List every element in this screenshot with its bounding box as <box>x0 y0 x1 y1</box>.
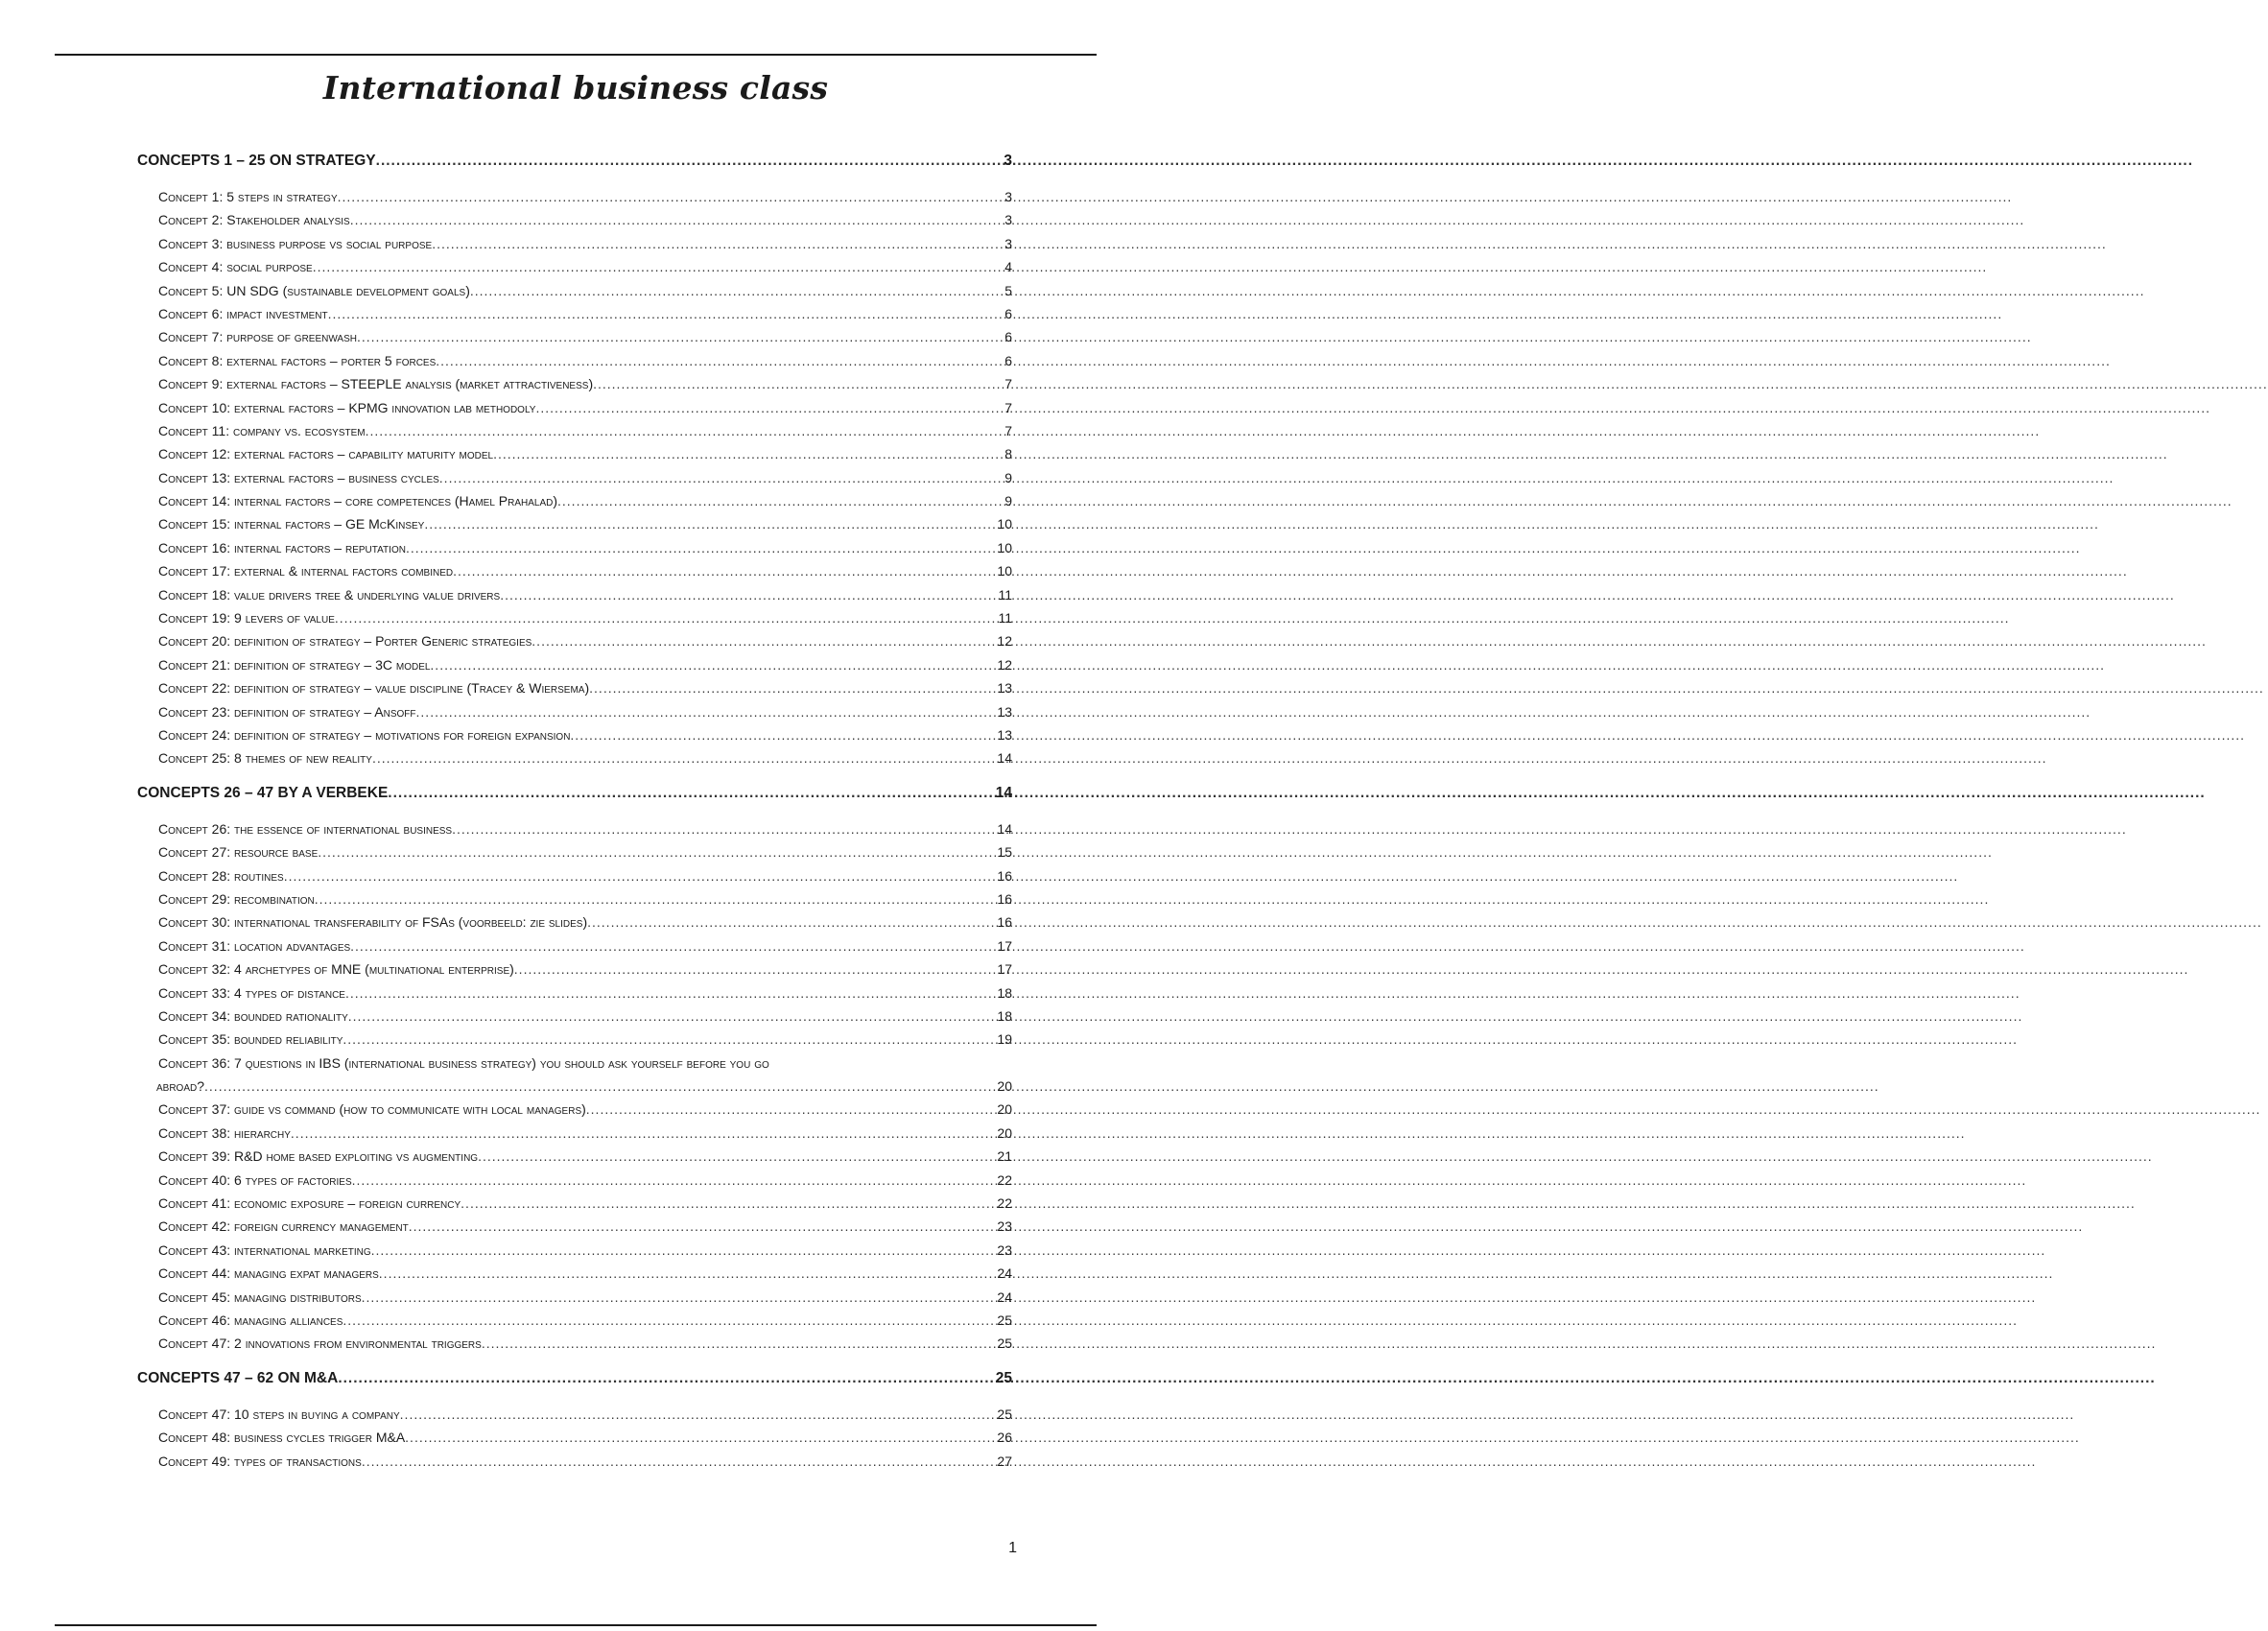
leader-dots <box>570 723 995 746</box>
toc-heading-label: CONCEPTS 47 – 62 ON M&A <box>137 1369 339 1386</box>
toc-entry-page: 7 <box>1004 422 1012 438</box>
toc-heading-page: 3 <box>1004 153 1012 169</box>
toc-entry[interactable] <box>158 723 1012 746</box>
leader-dots <box>436 349 1003 372</box>
toc-entry[interactable] <box>158 957 1012 981</box>
toc-entry-page: 25 <box>997 1312 1012 1328</box>
toc-entry-label: Concept 49: types of transactions <box>158 1453 362 1469</box>
toc-entry[interactable] <box>158 302 1012 325</box>
toc-entry[interactable] <box>158 1122 1012 1145</box>
leader-dots <box>376 150 1003 173</box>
leader-dots <box>535 396 1003 419</box>
toc-entry-page: 17 <box>997 937 1012 954</box>
toc-entry[interactable] <box>158 1005 1012 1028</box>
toc-entry-page: 23 <box>997 1218 1012 1235</box>
toc-entry[interactable] <box>158 1169 1012 1192</box>
toc-entry-label: Concept 42: foreign currency management <box>158 1218 409 1235</box>
leader-dots <box>362 1450 996 1473</box>
toc-entry-label: Concept 35: bounded reliability <box>158 1031 343 1048</box>
toc-entry[interactable] <box>158 1192 1012 1215</box>
toc-entry-page: 6 <box>1004 352 1012 368</box>
toc-entry-label: Concept 24: definition of strategy – motivations for foreign expansion <box>158 726 571 743</box>
toc-entry-label: Concept 12: external factors – capability maturity model <box>158 446 494 462</box>
leader-dots <box>493 442 1003 465</box>
toc-entry[interactable] <box>158 1028 1012 1051</box>
toc-entry-label: Concept 21: definition of strategy – 3C model <box>158 656 431 673</box>
toc-entry-page: 23 <box>997 1241 1012 1258</box>
leader-dots <box>478 1145 995 1168</box>
toc-entry[interactable] <box>158 1450 1012 1473</box>
leader-dots <box>313 255 1003 278</box>
toc-entry-label: Concept 15: internal factors – GE McKinsey <box>158 516 425 532</box>
toc-entry-page: 15 <box>997 844 1012 861</box>
toc-entry[interactable] <box>158 419 1012 442</box>
toc-entry-label: Concept 29: recombination <box>158 890 315 907</box>
leader-dots <box>348 1005 996 1028</box>
leader-dots <box>406 536 995 559</box>
toc-entry[interactable] <box>158 817 1012 840</box>
toc-entry-label: Concept 19: 9 levers of value <box>158 610 335 626</box>
leader-dots <box>514 957 996 981</box>
toc-entry-label: Concept 11: company vs. ecosystem <box>158 422 366 438</box>
toc-entry-label: Concept 8: external factors – porter 5 forces <box>158 352 437 368</box>
leader-dots <box>291 1122 996 1145</box>
toc-entry-label: Concept 20: definition of strategy – Porter Generic strategies <box>158 633 532 650</box>
toc-entry-label: Concept 32: 4 archetypes of MNE (multinational enterprise) <box>158 961 514 978</box>
toc-entry[interactable] <box>158 255 1012 278</box>
page-number: 1 <box>1008 1540 1017 1556</box>
toc-heading-label: CONCEPTS 26 – 47 BY A VERBEKE <box>137 784 389 801</box>
toc-entry-page: 21 <box>997 1148 1012 1165</box>
toc-entry-page: 6 <box>1004 305 1012 321</box>
toc-entry-page: 14 <box>997 750 1012 767</box>
toc-entry[interactable] <box>158 887 1012 910</box>
toc-entry-page: 13 <box>997 726 1012 743</box>
toc-entry-label: Concept 47: 2 innovations from environmental triggers <box>158 1336 482 1352</box>
toc-entry-page: 12 <box>997 633 1012 650</box>
leader-dots <box>439 466 1003 489</box>
toc-entry[interactable] <box>158 1286 1012 1309</box>
leader-dots <box>482 1332 996 1355</box>
toc-entry[interactable] <box>158 466 1012 489</box>
toc-entry-page: 19 <box>997 1031 1012 1048</box>
toc-entry-page: 13 <box>997 680 1012 697</box>
toc-entry-label: Concept 47: 10 steps in buying a company <box>158 1406 400 1422</box>
toc-entry[interactable] <box>158 559 1012 582</box>
toc-entry-label: Concept 16: internal factors – reputation <box>158 539 406 555</box>
toc-entry-label: Concept 41: economic exposure – foreign currency <box>158 1195 461 1212</box>
toc-entry-label: Concept 38: hierarchy <box>158 1124 291 1141</box>
leader-dots <box>557 489 1003 512</box>
toc-entry[interactable] <box>158 629 1012 652</box>
toc-entry-page: 9 <box>1004 493 1012 509</box>
toc-entry-page: 17 <box>997 961 1012 978</box>
header-rule <box>55 54 1097 56</box>
leader-dots <box>409 1215 996 1238</box>
leader-dots <box>500 583 996 606</box>
toc-entry-page: 11 <box>998 610 1012 626</box>
toc-entry-page: 10 <box>997 516 1012 532</box>
toc-entry-page: 14 <box>997 820 1012 837</box>
toc-entry-page: 10 <box>997 539 1012 555</box>
toc-heading-page: 14 <box>995 784 1012 801</box>
leader-dots <box>405 1426 995 1449</box>
toc-entry[interactable] <box>158 1262 1012 1285</box>
toc-entry[interactable] <box>158 512 1012 535</box>
toc-entry-page: 13 <box>997 703 1012 720</box>
toc-heading-label: CONCEPTS 1 – 25 ON STRATEGY <box>137 153 376 169</box>
toc-entry-page: 3 <box>1004 212 1012 228</box>
leader-dots <box>470 279 1003 302</box>
toc-entry-label: Concept 39: R&D home based exploiting vs augmenting <box>158 1148 479 1165</box>
leader-dots <box>532 629 995 652</box>
toc-section <box>0 1367 1151 1473</box>
leader-dots <box>335 606 997 629</box>
toc-entry-page: 7 <box>1004 376 1012 392</box>
leader-dots <box>430 653 995 676</box>
leader-dots <box>338 185 1004 208</box>
toc-entry-page: 26 <box>997 1430 1012 1446</box>
toc-entry-label: Concept 28: routines <box>158 867 284 884</box>
leader-dots <box>587 910 995 934</box>
leader-dots <box>343 1309 995 1332</box>
toc-entry-label: Concept 3: business purpose vs social purpose <box>158 235 433 251</box>
leader-dots <box>328 302 1004 325</box>
leader-dots <box>366 419 1004 442</box>
toc-entry-label: Concept 5: UN SDG (sustainable development goals) <box>158 282 470 298</box>
toc-entry-label: Concept 2: Stakeholder analysis <box>158 212 350 228</box>
leader-dots <box>284 864 996 887</box>
toc-entry-label: Concept 25: 8 themes of new reality <box>158 750 372 767</box>
toc-entry[interactable] <box>158 1426 1012 1449</box>
toc-entry[interactable] <box>158 325 1012 348</box>
leader-dots <box>372 746 995 769</box>
toc-entry[interactable] <box>158 653 1012 676</box>
toc-entry-label: Concept 22: definition of strategy – value discipline (Tracey & Wiersema) <box>158 680 590 697</box>
toc-entry[interactable] <box>158 232 1012 255</box>
toc-entry-label: Concept 6: impact investment <box>158 305 328 321</box>
leader-dots <box>204 1075 995 1098</box>
toc-entry-label: Concept 40: 6 types of factories <box>158 1171 352 1188</box>
toc-entry[interactable] <box>158 372 1012 395</box>
leader-dots <box>461 1192 995 1215</box>
toc-entry[interactable] <box>158 489 1012 512</box>
toc-entry-label: Concept 48: business cycles trigger M&A <box>158 1430 406 1446</box>
toc-entry[interactable] <box>158 1309 1012 1332</box>
toc-entry[interactable] <box>158 208 1012 231</box>
toc-entry-label: Concept 43: international marketing <box>158 1241 371 1258</box>
toc-entry-label-cont: abroad? <box>156 1078 205 1095</box>
leader-dots <box>432 232 1003 255</box>
toc-entry-label: Concept 27: resource base <box>158 844 319 861</box>
toc-heading[interactable] <box>137 150 1012 173</box>
leader-dots <box>352 1169 996 1192</box>
toc-entry-page: 22 <box>997 1171 1012 1188</box>
toc-entry-page: 20 <box>997 1101 1012 1118</box>
toc-heading-page: 25 <box>995 1369 1012 1386</box>
toc-entry[interactable] <box>158 1332 1012 1355</box>
toc-entry-page: 24 <box>997 1265 1012 1282</box>
toc-entry-page: 10 <box>997 563 1012 579</box>
toc-entry-label: Concept 30: international transferability of FSAs (voorbeeld: zie slides) <box>158 914 588 931</box>
footer-rule <box>55 1624 1097 1626</box>
leader-dots <box>345 981 995 1005</box>
toc-entry[interactable] <box>158 279 1012 302</box>
toc-entry-page: 3 <box>1004 189 1012 204</box>
toc-entry-page: 9 <box>1004 469 1012 485</box>
toc-entry[interactable] <box>158 1215 1012 1238</box>
toc-entry[interactable] <box>158 746 1012 769</box>
toc-entry[interactable] <box>158 1403 1012 1426</box>
leader-dots <box>586 1098 996 1121</box>
leader-dots <box>315 887 996 910</box>
leader-dots <box>379 1262 996 1285</box>
leader-dots <box>343 1028 995 1051</box>
toc-entry-label: Concept 13: external factors – business cycles <box>158 469 439 485</box>
toc-entry-label: Concept 46: managing alliances <box>158 1312 343 1328</box>
leader-dots <box>357 325 1003 348</box>
toc-entry-label: Concept 31: location advantages <box>158 937 351 954</box>
leader-dots <box>589 676 995 699</box>
toc-entry-label: Concept 44: managing expat managers <box>158 1265 379 1282</box>
leader-dots <box>350 208 1004 231</box>
toc-entry[interactable] <box>158 700 1012 723</box>
leader-dots <box>400 1403 996 1426</box>
toc-entry-page: 7 <box>1004 399 1012 415</box>
toc-entry-page: 16 <box>997 867 1012 884</box>
leader-dots <box>338 1367 993 1390</box>
toc-entry-label: Concept 7: purpose of greenwash <box>158 329 357 345</box>
toc-entry-label: Concept 26: the essence of international business <box>158 820 453 837</box>
toc-entry[interactable] <box>158 1098 1012 1121</box>
toc-entry-page: 8 <box>1004 446 1012 462</box>
toc-entry-label: Concept 17: external & internal factors combined <box>158 563 454 579</box>
toc-entry[interactable] <box>158 349 1012 372</box>
toc-entry-label: Concept 1: 5 steps in strategy <box>158 189 338 204</box>
toc-entry-label: Concept 4: social purpose <box>158 259 313 275</box>
toc-entry[interactable] <box>158 864 1012 887</box>
toc-entry[interactable] <box>158 676 1012 699</box>
toc-entry-page: 18 <box>997 1007 1012 1024</box>
document-title: International business class <box>322 69 829 106</box>
toc-entry-page: 25 <box>997 1336 1012 1352</box>
toc-entry-page: 20 <box>997 1124 1012 1141</box>
leader-dots <box>416 700 996 723</box>
toc-entry-label: Concept 45: managing distributors <box>158 1288 362 1305</box>
toc-entry-page: 16 <box>997 914 1012 931</box>
toc-entry[interactable] <box>158 934 1012 957</box>
toc-heading[interactable] <box>137 1367 1012 1390</box>
toc-entry-page: 5 <box>1004 282 1012 298</box>
toc-entry-page: 12 <box>997 656 1012 673</box>
toc-entry[interactable] <box>158 981 1012 1005</box>
toc-entry[interactable] <box>158 442 1012 465</box>
leader-dots <box>318 840 995 863</box>
toc-entry-label: Concept 37: guide vs command (how to communicate with local managers) <box>158 1101 586 1118</box>
toc-entry-page: 16 <box>997 890 1012 907</box>
leader-dots <box>424 512 995 535</box>
leader-dots <box>452 817 995 840</box>
toc-entry-page: 4 <box>1004 259 1012 275</box>
toc-entry[interactable] <box>158 583 1012 606</box>
leader-dots <box>371 1239 996 1262</box>
toc-entry[interactable] <box>158 185 1012 208</box>
toc-entry-label: Concept 9: external factors – STEEPLE analysis (market attractiveness) <box>158 376 594 392</box>
toc-entry-label: Concept 34: bounded rationality <box>158 1007 348 1024</box>
toc-entry-page: 25 <box>997 1406 1012 1422</box>
toc-entry-page: 6 <box>1004 329 1012 345</box>
toc-section <box>0 782 1151 1356</box>
toc-entry-page: 11 <box>998 586 1012 603</box>
toc-entry-page: 27 <box>997 1453 1012 1469</box>
toc-entry-label: Concept 36: 7 questions in IBS (international business strategy) you should ask yourself before you go <box>158 1054 769 1071</box>
toc-entry-label: Concept 18: value drivers tree & underlying value drivers <box>158 586 501 603</box>
toc-entry[interactable] <box>158 910 1012 934</box>
leader-dots <box>362 1286 996 1309</box>
toc-entry[interactable] <box>158 1239 1012 1262</box>
toc-entry-page: 20 <box>997 1078 1012 1095</box>
toc-entry[interactable] <box>158 840 1012 863</box>
toc-entry-label: Concept 14: internal factors – core competences (Hamel Prahalad) <box>158 493 558 509</box>
toc-entry[interactable] <box>158 396 1012 419</box>
toc-heading[interactable] <box>137 782 1012 805</box>
toc-entry-page: 18 <box>997 984 1012 1001</box>
toc-entry-label: Concept 33: 4 types of distance <box>158 984 345 1001</box>
toc-entry-label: Concept 10: external factors – KPMG innovation lab methodoly <box>158 399 536 415</box>
toc-entry-label: Concept 23: definition of strategy – Ansoff <box>158 703 416 720</box>
toc-entry-page: 3 <box>1004 235 1012 251</box>
toc-entry[interactable] <box>158 606 1012 629</box>
toc-section <box>0 150 1151 770</box>
toc-entry[interactable] <box>158 536 1012 559</box>
table-of-contents <box>0 150 1151 1484</box>
toc-entry-page: 22 <box>997 1195 1012 1212</box>
leader-dots <box>453 559 995 582</box>
leader-dots <box>350 934 995 957</box>
toc-entry-page: 24 <box>997 1288 1012 1305</box>
leader-dots <box>593 372 1003 395</box>
toc-entry[interactable] <box>158 1145 1012 1168</box>
toc-entry[interactable] <box>158 1052 1012 1099</box>
leader-dots <box>388 782 993 805</box>
